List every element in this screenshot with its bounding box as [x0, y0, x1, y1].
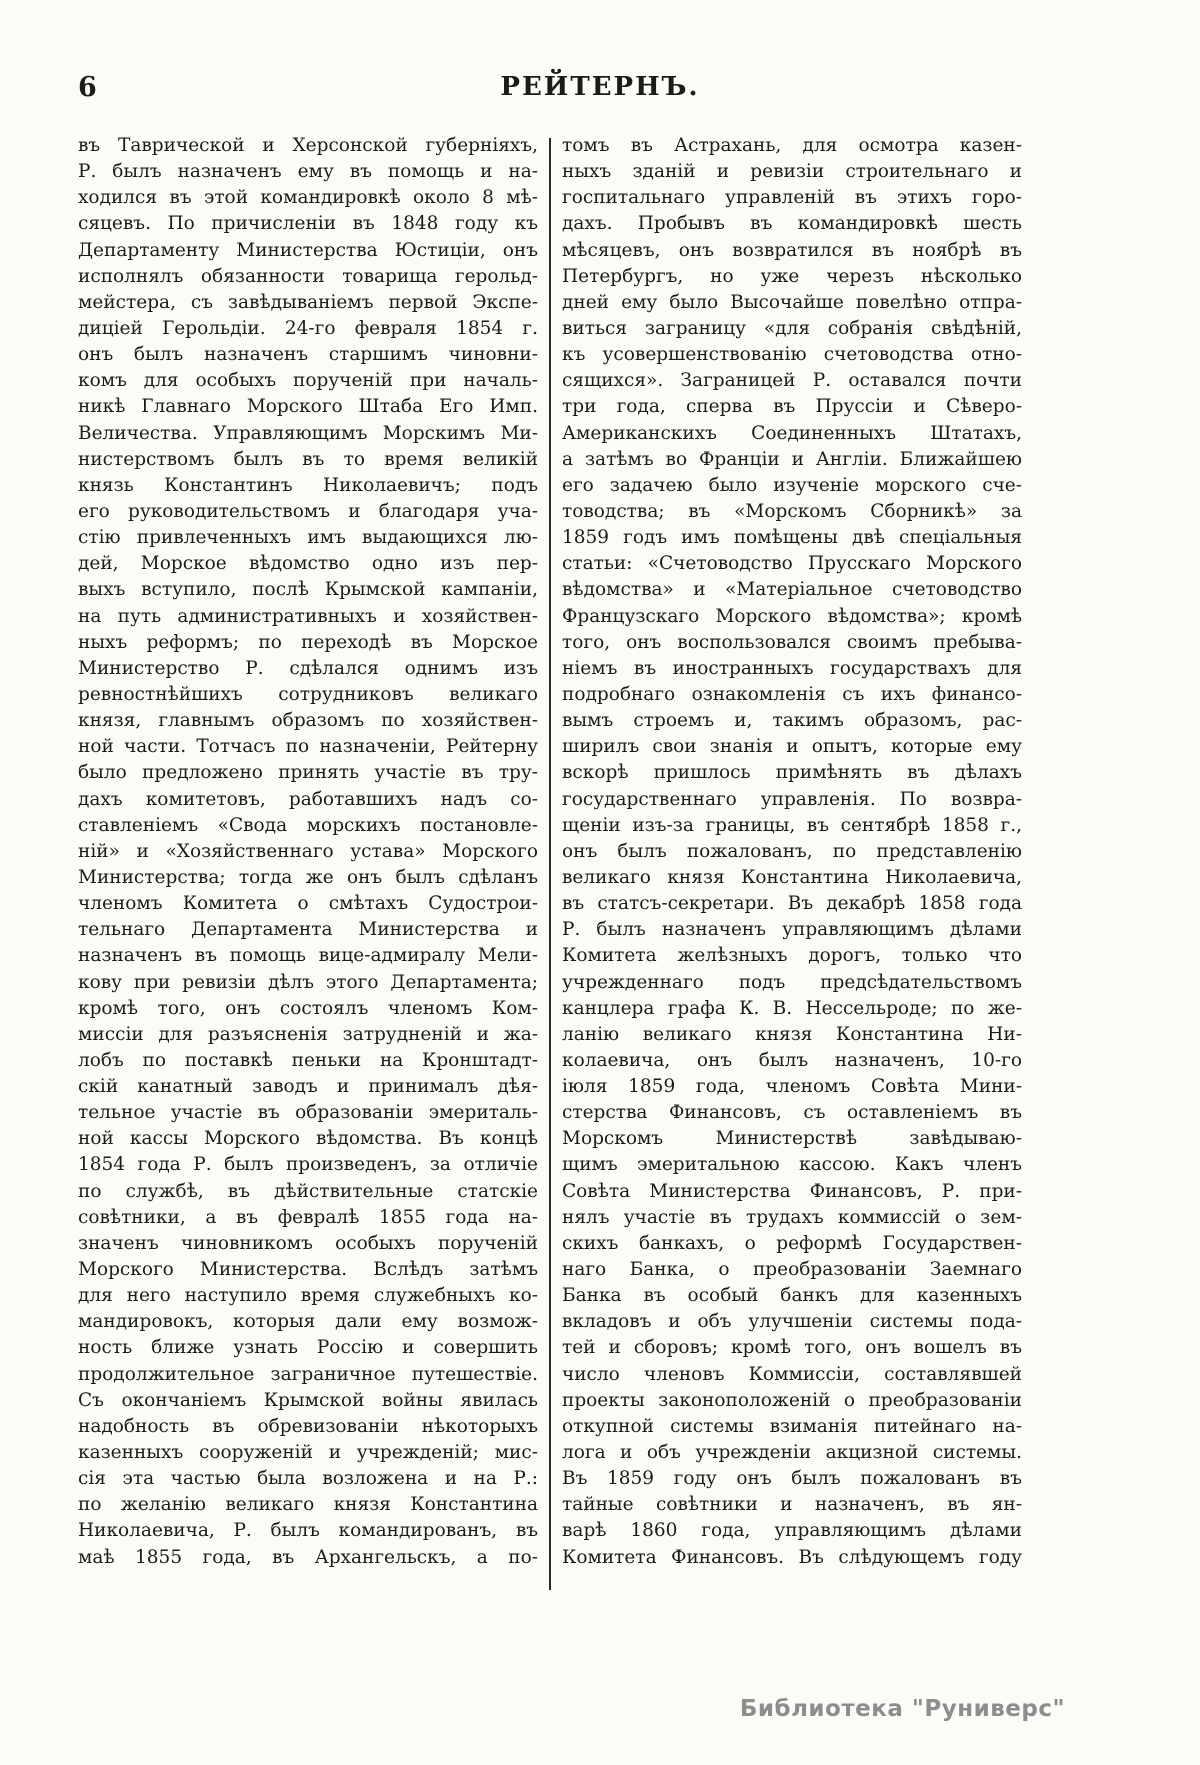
text-line: проекты законоположеній о преобразованіи	[562, 1389, 1022, 1411]
text-line: сящихся». Заграницей Р. оставался почти	[562, 370, 1022, 392]
text-line: тайные совѣтники и назначенъ, въ ян-	[562, 1494, 1022, 1516]
text-line: томъ въ Астрахань, для осмотра казен-	[562, 135, 1022, 156]
text-line: великаго князя Константина Николаевича,	[562, 866, 1022, 888]
text-line: виться заграницу «для собранія свѣдѣній,	[562, 317, 1022, 339]
text-line: три года, сперва въ Пруссіи и Сѣверо-	[562, 396, 1022, 418]
text-line: въ Таврической и Херсонской губерніяхъ,	[78, 135, 538, 156]
text-line: маѣ 1855 года, въ Архангельскъ, а по-	[78, 1546, 538, 1568]
text-line: ній» и «Хозяйственнаго устава» Морского	[78, 840, 538, 862]
text-line: Совѣта Министерства Финансовъ, Р. при-	[562, 1180, 1022, 1202]
text-line: диціей Герольдіи. 24-го февраля 1854 г.	[78, 317, 538, 339]
text-line: Величества. Управляющимъ Морскимъ Ми-	[78, 422, 538, 444]
text-line: ныхъ реформъ; по переходѣ въ Морское	[78, 631, 538, 653]
text-line: сія эта частью была возложена и на Р.:	[78, 1468, 538, 1490]
text-line: Комитета Финансовъ. Въ слѣдующемъ году	[562, 1546, 1022, 1568]
text-line: Р. былъ назначенъ управляющимъ дѣлами	[562, 919, 1022, 941]
text-line: дахъ комитетовъ, работавшихъ надъ со-	[78, 788, 538, 810]
text-line: іюля 1859 года, членомъ Совѣта Мини-	[562, 1076, 1022, 1098]
text-line: Комитета желѣзныхъ дорогъ, только что	[562, 945, 1022, 967]
text-line: дахъ. Пробывъ въ командировкѣ шесть	[562, 213, 1022, 235]
text-line: государственнаго управленія. По возвра-	[562, 788, 1022, 810]
text-line: значенъ чиновникомъ особыхъ порученій	[78, 1232, 538, 1254]
text-line: Американскихъ Соединенныхъ Штатахъ,	[562, 422, 1022, 444]
text-line: въ статсъ-секретари. Въ декабрѣ 1858 года	[562, 893, 1022, 915]
text-line: миссіи для разъясненія затрудненій и жа-	[78, 1023, 538, 1045]
text-line: князь Константинъ Николаевичъ; подъ	[78, 474, 538, 496]
text-line: казенныхъ сооруженій и учрежденій; мис-	[78, 1442, 538, 1464]
text-line: кову при ревизіи дѣлъ этого Департамента;	[78, 971, 538, 993]
text-line: его задачею было изученіе морского сче-	[562, 474, 1022, 496]
text-line: тельнаго Департамента Министерства и	[78, 919, 538, 941]
text-line: число членовъ Коммиссіи, составлявшей	[562, 1363, 1022, 1385]
text-line: сяцевъ. По причисленіи въ 1848 году къ	[78, 213, 538, 235]
text-line: его руководительствомъ и благодаря уча-	[78, 500, 538, 522]
text-line: откупной системы взиманія питейнаго на-	[562, 1415, 1022, 1437]
text-line: вымъ строемъ и, такимъ образомъ, рас-	[562, 710, 1022, 732]
text-line: тельное участіе въ образованіи эмериталь-	[78, 1102, 538, 1124]
text-line: мейстера, съ завѣдываніемъ первой Экспе-	[78, 291, 538, 313]
text-line: учрежденнаго подъ предсѣдательствомъ	[562, 971, 1022, 993]
text-line: стію привлеченныхъ имъ выдающихся лю-	[78, 527, 538, 549]
text-line: Николаевича, Р. былъ командированъ, въ	[78, 1520, 538, 1542]
text-line: исполнялъ обязанности товарища герольд-	[78, 265, 538, 287]
page-number: 6	[78, 72, 97, 103]
text-line: никѣ Главнаго Морского Штаба Его Имп.	[78, 396, 538, 418]
text-line: ставленіемъ «Свода морскихъ постановле-	[78, 814, 538, 836]
text-line: Банка въ особый банкъ для казенныхъ	[562, 1285, 1022, 1307]
text-line: мѣсяцевъ, онъ возвратился въ ноябрѣ въ	[562, 239, 1022, 261]
text-line: дней ему было Высочайше повелѣно отпра-	[562, 291, 1022, 313]
text-line: онъ былъ назначенъ старшимъ чиновни-	[78, 344, 538, 366]
text-line: ной кассы Морского вѣдомства. Въ концѣ	[78, 1128, 538, 1150]
text-line: было предложено принять участіе въ тру-	[78, 762, 538, 784]
text-line: Департаменту Министерства Юстиціи, онъ	[78, 239, 538, 261]
text-line: 1859 годъ имъ помѣщены двѣ спеціальныя	[562, 527, 1022, 549]
text-line: ланію великаго князя Константина Ни-	[562, 1023, 1022, 1045]
text-line: Морского Министерства. Вслѣдъ затѣмъ	[78, 1259, 538, 1281]
text-line: статьи: «Счетоводство Прусскаго Морского	[562, 553, 1022, 575]
text-line: Въ 1859 году онъ былъ пожалованъ въ	[562, 1468, 1022, 1490]
text-line: а затѣмъ во Франціи и Англіи. Ближайшею	[562, 448, 1022, 470]
text-line: варѣ 1860 года, управляющимъ дѣлами	[562, 1520, 1022, 1542]
column-divider	[549, 138, 551, 1590]
text-line: членомъ Комитета о смѣтахъ Судострои-	[78, 893, 538, 915]
text-line: ходился въ этой командировкѣ около 8 мѣ-	[78, 187, 538, 209]
text-line: назначенъ въ помощь вице-адмиралу Мели-	[78, 945, 538, 967]
text-column-right	[562, 133, 1022, 1571]
text-line: стерства Финансовъ, съ оставленіемъ въ	[562, 1102, 1022, 1124]
text-line: по желанію великаго князя Константина	[78, 1494, 538, 1516]
text-line: комъ для особыхъ порученій при началь-	[78, 370, 538, 392]
text-line: Съ окончаніемъ Крымской войны явилась	[78, 1389, 538, 1411]
text-line: подробнаго ознакомленія съ ихъ финансо-	[562, 683, 1022, 705]
text-column-left	[78, 133, 538, 1571]
text-line: ность ближе узнать Россію и совершить	[78, 1337, 538, 1359]
text-line: того, онъ воспользовался своимъ пребыва-	[562, 631, 1022, 653]
text-line: тей и сборовъ; кромѣ того, онъ вошелъ въ	[562, 1337, 1022, 1359]
text-line: ныхъ зданій и ревизіи строительнаго и	[562, 161, 1022, 183]
library-watermark: Библиотека "Руниверс"	[739, 1696, 1065, 1722]
text-line: къ усовершенствованію счетоводства отно-	[562, 344, 1022, 366]
text-line: совѣтники, а въ февралѣ 1855 года на-	[78, 1206, 538, 1228]
text-line: ной части. Тотчасъ по назначеніи, Рейтерну	[78, 736, 538, 758]
page-title: РЕЙТЕРНЪ.	[500, 72, 700, 102]
text-line: выхъ вступило, послѣ Крымской кампаніи,	[78, 579, 538, 601]
text-line: Петербургъ, но уже черезъ нѣсколько	[562, 265, 1022, 287]
text-line: Министерства; тогда же онъ былъ сдѣланъ	[78, 866, 538, 888]
text-line: щеніи изъ-за границы, въ сентябрѣ 1858 г.,	[562, 814, 1022, 836]
text-line: мандировокъ, которыя дали ему возмож-	[78, 1311, 538, 1333]
text-line: нялъ участіе въ трудахъ коммиссій о зем-	[562, 1206, 1022, 1228]
text-line: лога и объ учрежденіи акцизной системы.	[562, 1442, 1022, 1464]
text-line: дей, Морское вѣдомство одно изъ пер-	[78, 553, 538, 575]
text-line: продолжительное заграничное путешествіе.	[78, 1363, 538, 1385]
text-line: скихъ банкахъ, о реформѣ Государствен-	[562, 1232, 1022, 1254]
text-line: вскорѣ пришлось примѣнять въ дѣлахъ	[562, 762, 1022, 784]
text-line: по службѣ, въ дѣйствительные статскіе	[78, 1180, 538, 1202]
text-line: князя, главнымъ образомъ по хозяйствен-	[78, 710, 538, 732]
text-line: ширилъ свои знанія и опытъ, которые ему	[562, 736, 1022, 758]
text-line: госпитальнаго управленій въ этихъ горо-	[562, 187, 1022, 209]
text-line: колаевича, онъ былъ назначенъ, 10-го	[562, 1049, 1022, 1071]
text-line: надобность въ обревизованіи нѣкоторыхъ	[78, 1415, 538, 1437]
text-line: ніемъ въ иностранныхъ государствахъ для	[562, 657, 1022, 679]
text-line: Министерство Р. сдѣлался однимъ изъ	[78, 657, 538, 679]
text-line: кромѣ того, онъ состоялъ членомъ Ком-	[78, 997, 538, 1019]
text-line: нистерствомъ былъ въ то время великій	[78, 448, 538, 470]
text-line: наго Банка, о преобразованіи Заемнаго	[562, 1259, 1022, 1281]
text-line: лобъ по поставкѣ пеньки на Кронштадт-	[78, 1049, 538, 1071]
text-line: для него наступило время служебныхъ ко-	[78, 1285, 538, 1307]
text-line: товодства; въ «Морскомъ Сборникѣ» за	[562, 500, 1022, 522]
text-line: Французскаго Морского вѣдомства»; кромѣ	[562, 605, 1022, 627]
text-line: вкладовъ и объ улучшеніи системы пода-	[562, 1311, 1022, 1333]
text-line: Морскомъ Министерствѣ завѣдываю-	[562, 1128, 1022, 1150]
text-line: скій канатный заводъ и принималъ дѣя-	[78, 1076, 538, 1098]
text-line: канцлера графа К. В. Нессельроде; по же-	[562, 997, 1022, 1019]
text-line: на путь административныхъ и хозяйствен-	[78, 605, 538, 627]
text-line: 1854 года Р. былъ произведенъ, за отличіе	[78, 1154, 538, 1176]
text-line: онъ былъ пожалованъ, по представленію	[562, 840, 1022, 862]
text-line: вѣдомства» и «Матеріальное счетоводство	[562, 579, 1022, 601]
text-line: щимъ эмеритальною кассою. Какъ членъ	[562, 1154, 1022, 1176]
text-line: ревностнѣйшихъ сотрудниковъ великаго	[78, 683, 538, 705]
text-line: Р. былъ назначенъ ему въ помощь и на-	[78, 161, 538, 183]
